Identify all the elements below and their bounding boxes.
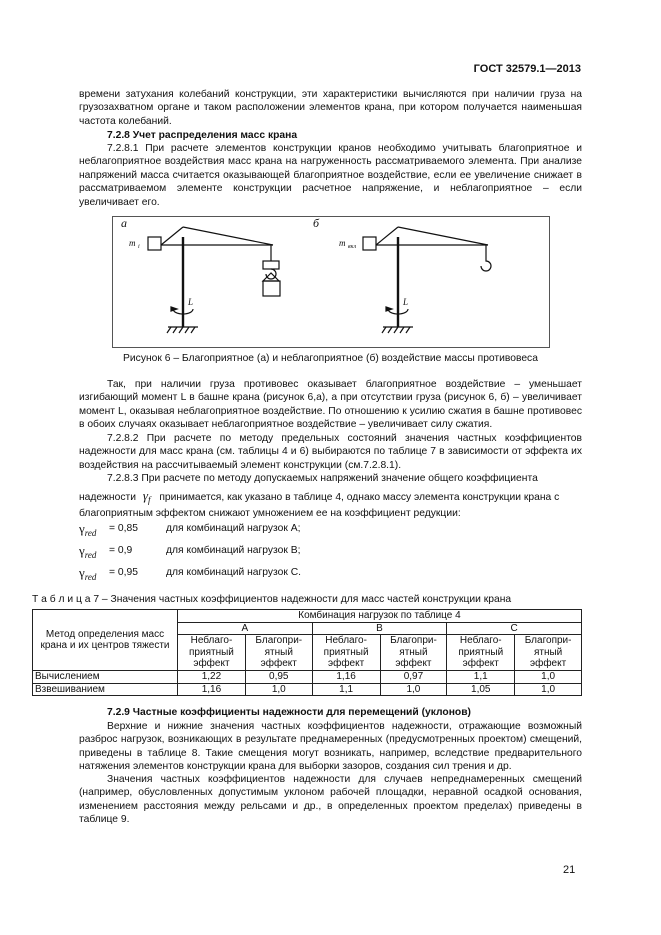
mass-label-left: m [129, 238, 136, 248]
figure-6 [112, 216, 550, 348]
sub-header-unfavorable: Неблаго-приятный эффект [178, 635, 246, 671]
paragraph-7-2-9b: Значения частных коэффициентов надежности для случаев непреднамеренных смещений (например, обусловленных допустимым уклоном рабочей площадки, неравной осадкой основания, изменением расстояния между рельсами и др., в определенных проектом пределах) приведены в таблице 9. [79, 774, 582, 826]
hook-block-left [263, 261, 279, 269]
jib-tie-left [183, 227, 273, 245]
counter-jib-tie-right [376, 227, 398, 245]
page-number: 21 [563, 864, 576, 876]
moment-label-left: L [188, 297, 194, 307]
hook-left [266, 269, 276, 279]
moment-label-right: L [403, 297, 409, 307]
sub-header-favorable: Благопри-ятный эффект [380, 635, 447, 671]
sub-header-favorable: Благопри-ятный эффект [245, 635, 312, 671]
mass-label-right: m [339, 238, 346, 248]
text-prinimaetsya: принимается, как указано в таблице 4, однако массу элемента конструкции крана с [159, 492, 560, 503]
paragraph-7-2-9a: Верхние и нижние значения частных коэффициентов надежности, отражающие возможный разброс нагрузок, возникающих в результате преднамеренных (предусмотренных проектом) смещений, приведены в таблице 8. Такие смещения могут возникать, например, вследствие предварительного натяжения элементов конструкции крана для выборки зазоров, создания сил трения и др. [79, 721, 582, 773]
reduction-desc: для комбинаций нагрузок В; [166, 545, 301, 556]
counterweight-right [363, 237, 376, 250]
text-nadezhnosti: надежности [79, 492, 136, 503]
paragraph-7-2-8-2: 7.2.8.2 При расчете по методу предельных состояний значения частных коэффициентов надежности для масс крана (см. таблицы 4 и 6) выбираются по таблице 7 в зависимости от эффекта их воздействия на рассчитываемый элемент конструкции (см.7.2.8.1). [79, 433, 582, 471]
reduction-value: = 0,85 [109, 523, 138, 534]
paragraph-tak: Так, при наличии груза противовес оказывает благоприятное воздействие – уменьшает изгибающий момент L в башне крана (рисунок 6,а), а при отсутствии груза (рисунок 6, б) – увеличивает момент L, оказывая неблагоприятное воздействие. По отношению к усилию сжатия в башне противовес в обоих случаях оказывает неблагоприятное воздействие – увеличивает силу сжатия. [79, 379, 582, 431]
col-header-method: Метод определения масс крана и их центров тяжести [33, 610, 178, 671]
gamma-f-subscript: f [147, 495, 151, 505]
reduction-desc: для комбинаций нагрузок А; [166, 523, 301, 534]
figure-6-caption: Рисунок 6 – Благоприятное (а) и неблагоприятное (б) воздействие массы противовеса [123, 353, 538, 364]
table-7 [32, 609, 582, 696]
sub-header-unfavorable: Неблаго-приятный эффект [447, 635, 515, 671]
reduction-desc: для комбинаций нагрузок С. [166, 567, 302, 578]
cell-value: 1,0 [380, 683, 447, 696]
cell-value: 1,16 [312, 671, 380, 684]
heading-7-2-8: 7.2.8 Учет распределения масс крана [107, 130, 298, 141]
table-7-title: Т а б л и ц а 7 – Значения частных коэффициентов надежности для масс частей конструкции крана [32, 594, 512, 605]
paragraph-7-2-8-3c: благоприятным эффектом снижают умножением ее на коэффициент редукции: [79, 508, 461, 519]
group-header-b: B [312, 622, 447, 635]
gamma-red-symbol: $\gamma_{red}$ [79, 565, 97, 582]
cell-value: 1,05 [447, 683, 515, 696]
sub-header-unfavorable: Неблаго-приятный эффект [312, 635, 380, 671]
sling-left [263, 273, 279, 281]
paragraph-7-2-8-3a: 7.2.8.3 При расчете по методу допускаемых напряжений значение общего коэффициента [107, 473, 538, 484]
mass-label-left-sub: i [138, 244, 140, 250]
row-method: Вычислением [33, 671, 178, 684]
reduction-value: = 0,9 [109, 545, 133, 556]
gamma-red-symbol: $\gamma_{red}$ [79, 521, 97, 538]
counterweight-left [148, 237, 161, 250]
gamma-f-symbol: γ [142, 488, 148, 503]
mass-label-right-sub: вкл [348, 244, 357, 250]
cell-value: 1,1 [312, 683, 380, 696]
col-header-combination: Комбинация нагрузок по таблице 4 [178, 610, 582, 623]
row-method: Взвешиванием [33, 683, 178, 696]
reduction-row-c [79, 566, 582, 586]
cell-value: 0,97 [380, 671, 447, 684]
reduction-row-a [79, 522, 582, 542]
crane-diagram [113, 217, 549, 347]
paragraph-7-2-8-3b [79, 489, 582, 507]
reduction-value: = 0,95 [109, 567, 138, 578]
figure-label-b: б [313, 217, 320, 230]
group-header-a: A [178, 622, 313, 635]
group-header-c: C [447, 622, 582, 635]
cell-value: 1,1 [447, 671, 515, 684]
cell-value: 1,0 [245, 683, 312, 696]
cell-value: 0,95 [245, 671, 312, 684]
load-left [263, 281, 280, 296]
sub-header-favorable: Благопри-ятный эффект [515, 635, 582, 671]
counter-jib-tie-left [161, 227, 183, 245]
gamma-red-symbol: $\gamma_{red}$ [79, 543, 97, 560]
cell-value: 1,16 [178, 683, 246, 696]
jib-tie-right [398, 227, 488, 245]
paragraph-7-2-8-1: 7.2.8.1 При расчете элементов конструкции кранов необходимо учитывать благоприятное и неблагоприятное воздействия масс крана на нагруженность рассматриваемого элемента. При анализе напряжений масса считается оказывающей благоприятное воздействие, если ее увеличение снижает в рассматриваемом элементе конструкции расчетное напряжение, и неблагоприятное – если увеличивает его. [79, 143, 582, 208]
figure-label-a: а [121, 217, 127, 230]
heading-7-2-9: 7.2.9 Частные коэффициенты надежности для перемещений (уклонов) [107, 707, 471, 718]
cell-value: 1,0 [515, 683, 582, 696]
table-row [33, 671, 582, 684]
moment-arrow-left [171, 307, 177, 311]
cell-value: 1,0 [515, 671, 582, 684]
document-code: ГОСТ 32579.1—2013 [473, 63, 581, 75]
table-row [33, 683, 582, 696]
paragraph-intro: времени затухания колебаний конструкции, эти характеристики вычисляются при наличии груза на грузозахватном органе и таком расположении элементов крана, при котором получается наименьшая частота колебаний. [79, 89, 582, 127]
moment-arrow-right [386, 307, 392, 311]
cell-value: 1,22 [178, 671, 246, 684]
reduction-row-b [79, 544, 582, 564]
hook-right [481, 253, 491, 271]
